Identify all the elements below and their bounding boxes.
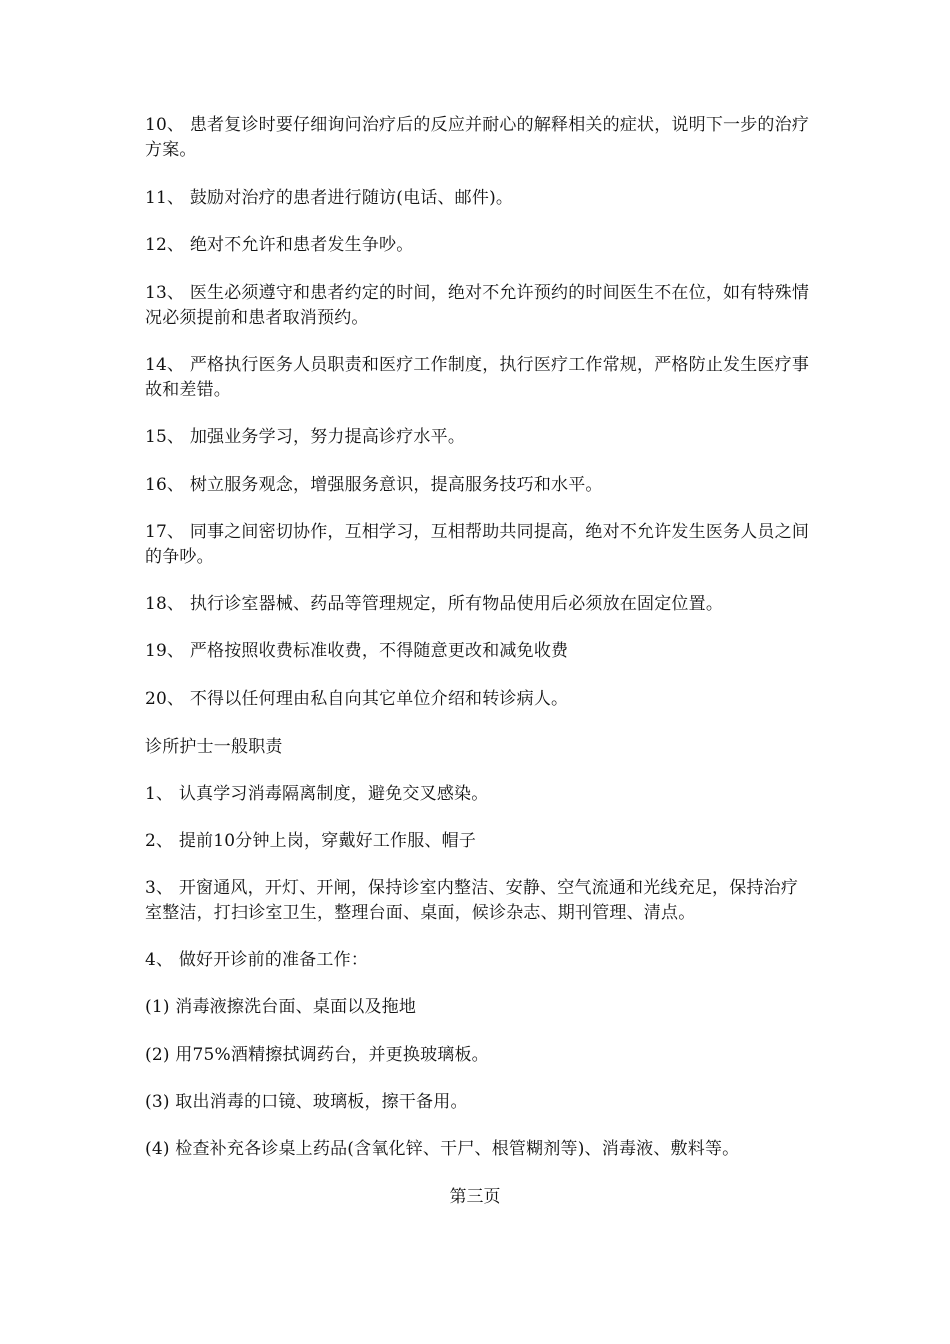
- paragraph-item-19: 19、 严格按照收费标准收费，不得随意更改和减免收费: [145, 641, 569, 661]
- paragraph-item-13: 13、 医生必须遵守和患者约定的时间，绝对不允许预约的时间医生不在位，如有特殊情况必须提前和患者取消预约。: [145, 283, 810, 328]
- paragraph-item-17: 17、 同事之间密切协作，互相学习，互相帮助共同提高，绝对不允许发生医务人员之间的争吵。: [145, 522, 810, 567]
- nurse-duty-item-4: 4、 做好开诊前的准备工作：: [145, 950, 369, 970]
- section-heading-nurse-duties: 诊所护士一般职责: [145, 737, 283, 757]
- paragraph-item-15: 15、 加强业务学习，努力提高诊疗水平。: [145, 427, 466, 447]
- paragraph-item-12: 12、 绝对不允许和患者发生争吵。: [145, 235, 414, 255]
- paragraph-item-11: 11、 鼓励对治疗的患者进行随访(电话、邮件)。: [145, 188, 514, 208]
- sub-item-1: (1) 消毒液擦洗台面、桌面以及拖地: [145, 997, 417, 1017]
- page-number-footer: 第三页: [449, 1187, 501, 1207]
- sub-item-4: (4) 检查补充各诊桌上药品(含氧化锌、干尸、根管糊剂等)、消毒液、敷料等。: [145, 1139, 740, 1159]
- nurse-duty-item-1: 1、 认真学习消毒隔离制度，避免交叉感染。: [145, 784, 489, 804]
- sub-item-2: (2) 用75%酒精擦拭调药台，并更换玻璃板。: [145, 1045, 489, 1065]
- nurse-duty-item-2: 2、 提前10分钟上岗，穿戴好工作服、帽子: [145, 831, 477, 851]
- paragraph-item-14: 14、 严格执行医务人员职责和医疗工作制度，执行医疗工作常规，严格防止发生医疗事故和差错。: [145, 355, 810, 400]
- paragraph-item-16: 16、 树立服务观念，增强服务意识，提高服务技巧和水平。: [145, 475, 603, 495]
- sub-item-3: (3) 取出消毒的口镜、玻璃板，擦干备用。: [145, 1092, 468, 1112]
- paragraph-item-20: 20、 不得以任何理由私自向其它单位介绍和转诊病人。: [145, 689, 569, 709]
- nurse-duty-item-3: 3、 开窗通风，开灯、开闸，保持诊室内整洁、安静、空气流通和光线充足，保持治疗室整洁，打扫诊室卫生，整理台面、桌面，候诊杂志、期刊管理、清点。: [145, 878, 799, 923]
- paragraph-item-18: 18、 执行诊室器械、药品等管理规定，所有物品使用后必须放在固定位置。: [145, 594, 724, 614]
- paragraph-item-10: 10、 患者复诊时要仔细询问治疗后的反应并耐心的解释相关的症状，说明下一步的治疗方案。: [145, 115, 810, 160]
